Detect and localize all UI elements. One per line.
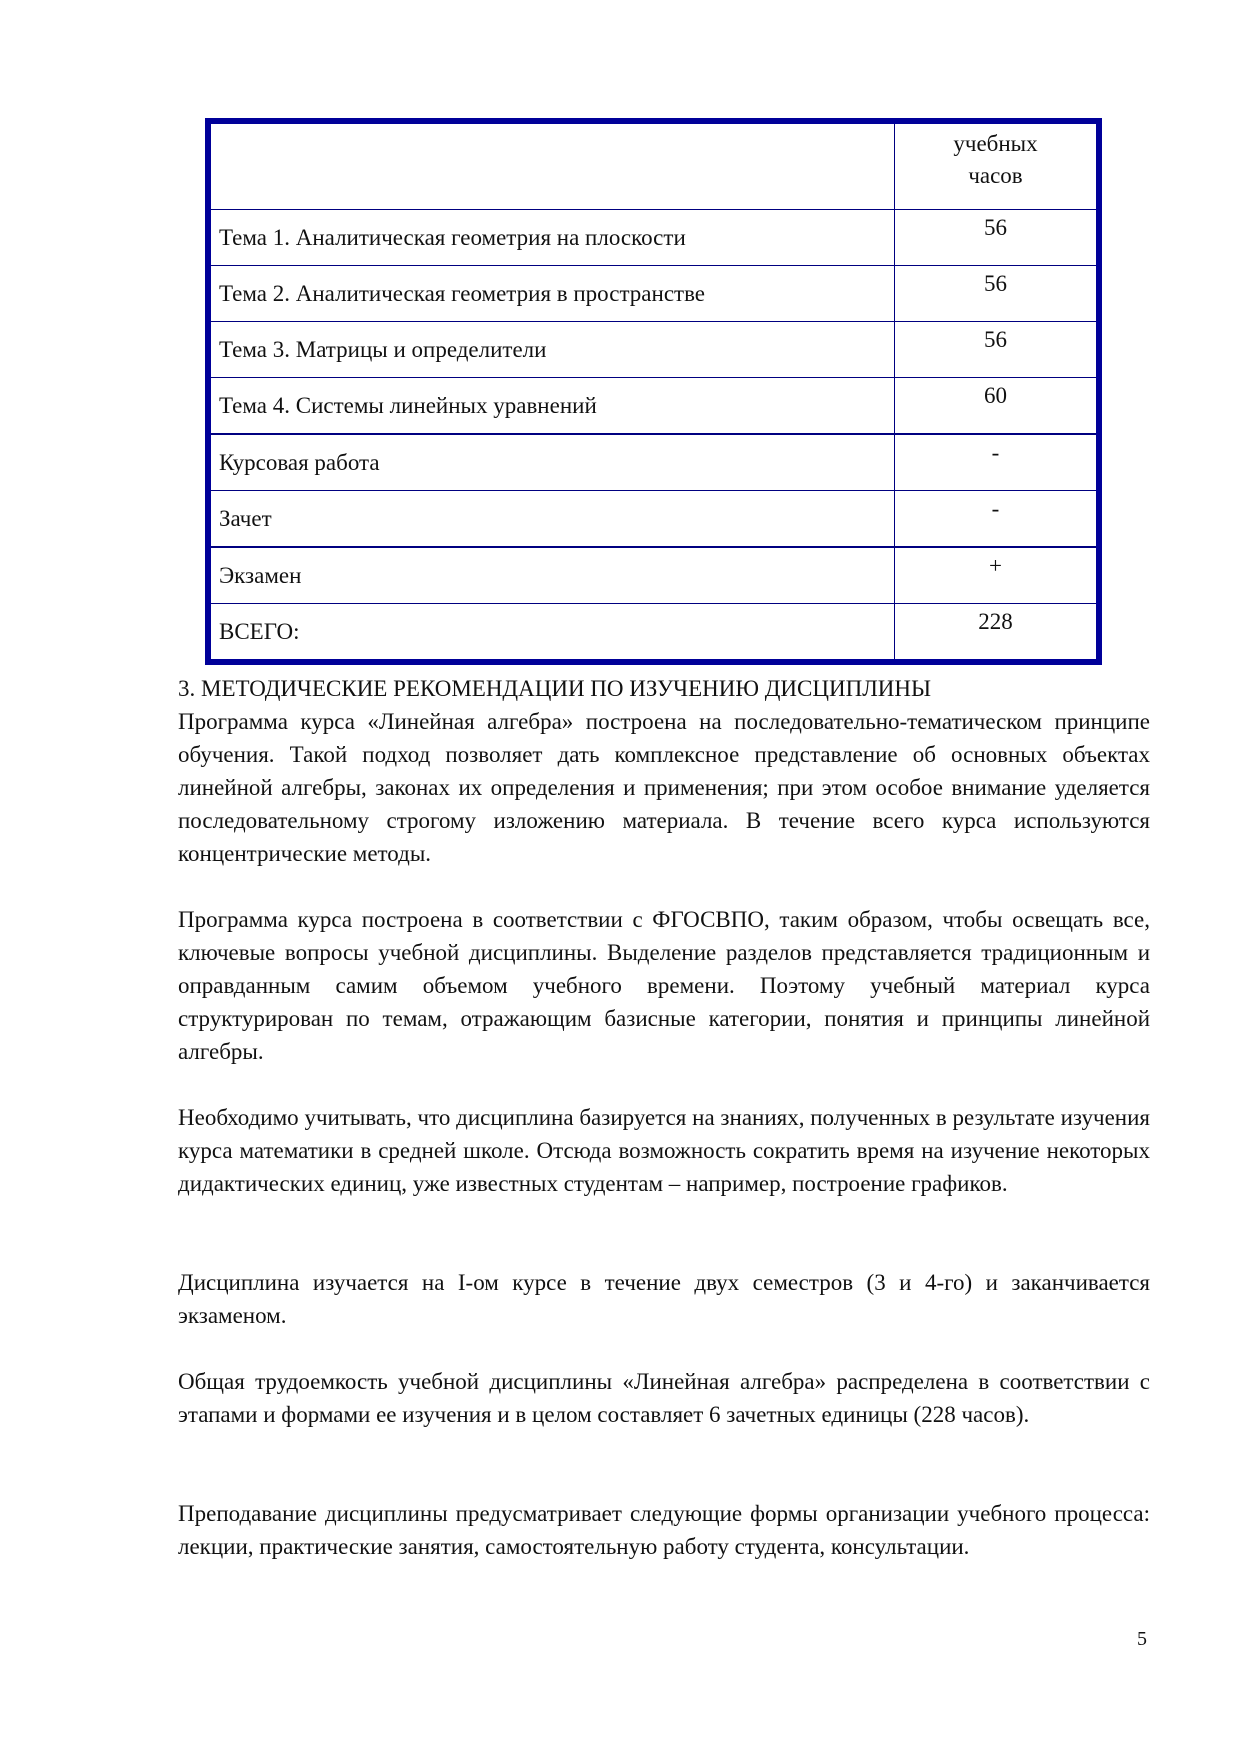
paragraph: Необходимо учитывать, что дисциплина базируется на знаниях, полученных в результате изучения курса математики в средней школе. Отсюда возможность сократить время на изучение некоторых дидактических единиц, уже известных студентам – например, построение графиков. — [178, 1105, 1150, 1196]
row-name: ВСЕГО: — [208, 604, 895, 663]
row-name: Курсовая работа — [208, 434, 895, 491]
row-name: Тема 4. Системы линейных уравнений — [208, 378, 895, 435]
paragraph: Программа курса «Линейная алгебра» построена на последовательно-тематическом принципе обучения. Такой подход позволяет дать комплексное представление об основных объектах линейной алгебры, законах их определения и применения; при этом особое внимание уделяется последовательному строгому изложению материала. В течение всего курса используются концентрические методы. — [178, 709, 1150, 866]
table-row — [208, 378, 1099, 435]
paragraph: Программа курса построена в соответствии с ФГОСВПО, таким образом, чтобы освещать все, ключевые вопросы учебной дисциплины. Выделение разделов представляется традиционным и оправданным самим объемом учебного времени. Поэтому учебный материал курса структурирован по темам, отражающим базисные категории, понятия и принципы линейной алгебры. — [178, 907, 1150, 1064]
table-row — [208, 210, 1099, 266]
table-row — [208, 491, 1099, 548]
paragraph: Преподавание дисциплины предусматривает следующие формы организации учебного процесса: лекции, практические занятия, самостоятельную работу студента, консультации. — [178, 1501, 1150, 1559]
table-row — [208, 434, 1099, 491]
row-hours: + — [895, 547, 1100, 604]
table-row-total — [208, 604, 1099, 663]
row-name: Тема 1. Аналитическая геометрия на плоскости — [208, 210, 895, 266]
header-hours-label: учебных часов — [953, 131, 1038, 188]
row-name: Экзамен — [208, 547, 895, 604]
table-header-row — [208, 121, 1099, 210]
row-name: Тема 2. Аналитическая геометрия в пространстве — [208, 266, 895, 322]
paragraph: Общая трудоемкость учебной дисциплины «Линейная алгебра» распределена в соответствии с этапами и формами ее изучения и в целом составляет 6 зачетных единицы (228 часов). — [178, 1369, 1150, 1427]
table-row — [208, 547, 1099, 604]
hours-table — [205, 118, 1102, 665]
page-number: 5 — [1137, 1628, 1147, 1650]
section-heading: 3. МЕТОДИЧЕСКИЕ РЕКОМЕНДАЦИИ ПО ИЗУЧЕНИЮ ДИСЦИПЛИНЫ — [178, 676, 932, 701]
row-name: Зачет — [208, 491, 895, 548]
row-hours: 56 — [895, 322, 1100, 378]
table-row — [208, 266, 1099, 322]
paragraph: Дисциплина изучается на I-ом курсе в течение двух семестров (3 и 4-го) и заканчивается экзаменом. — [178, 1270, 1150, 1328]
row-hours: 56 — [895, 266, 1100, 322]
row-hours: 60 — [895, 378, 1100, 435]
row-hours: - — [895, 491, 1100, 548]
row-name: Тема 3. Матрицы и определители — [208, 322, 895, 378]
row-hours: - — [895, 434, 1100, 491]
row-hours: 228 — [895, 604, 1100, 663]
row-hours: 56 — [895, 210, 1100, 266]
header-name-cell — [208, 121, 895, 210]
header-hours-cell — [895, 121, 1100, 210]
table-row — [208, 322, 1099, 378]
